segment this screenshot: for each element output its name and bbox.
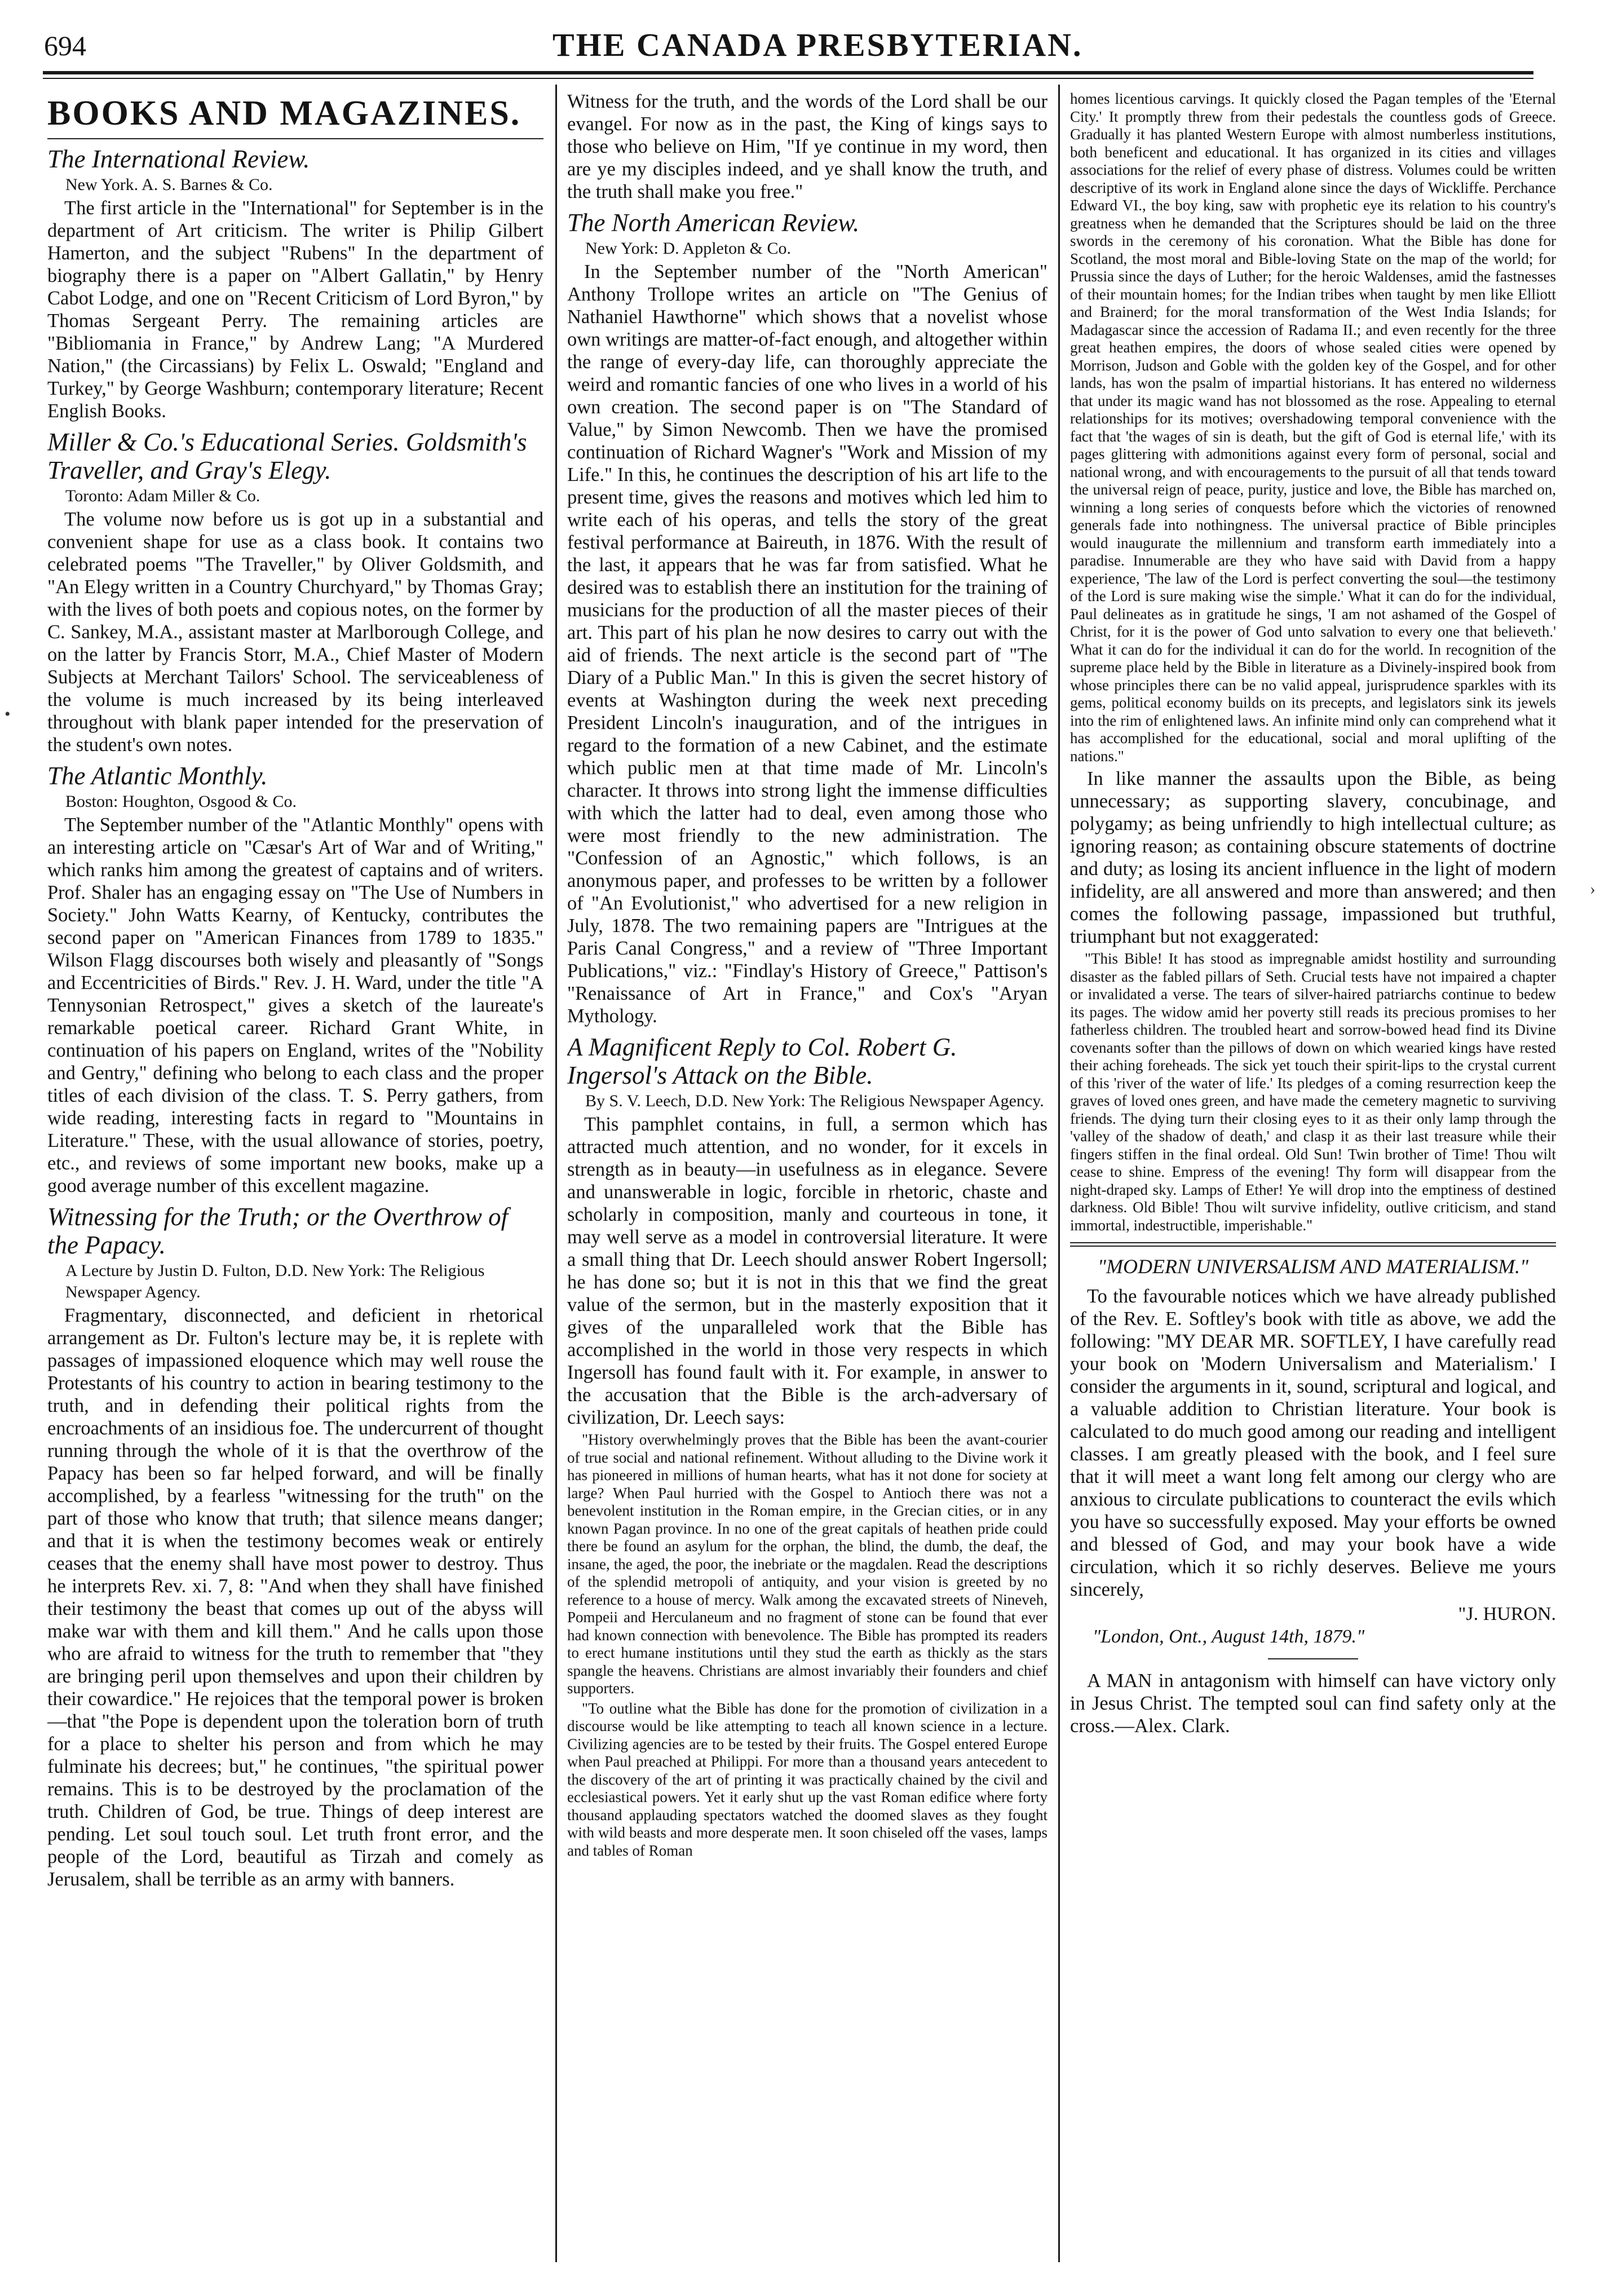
review-title: The North American Review. — [567, 209, 860, 237]
review-body: In the September number of the "North American" Anthony Trollope writes an article on "The Genius of Nathaniel Hawthorne" which shows that a novelist whose own writings are matter-of-fact enough, and altogether within the range of every-day life, can thoroughly appreciate the weird and romantic fancies of one who lives in a world of his own creation. The second paper is on "The Standard of Value," by Simon Newcomb. Then we have the promised continuation of Richard Wagner's "Work and Mission of my Life." In this, he continues the description of his art life to the present time, gives the reasons and motives which led him to write each of his operas, and tells the story of the great festival performance at Baireuth, in 1876. With the result of the last, it appears that he was far from satisfied. What he desired was to establish there an institution for the training of musicians for the production of all the master pieces of their art. This part of his plan he now desires to carry out with the aid of friends. The next article is the second part of "The Diary of a Public Man." In this is given the secret history of events at Washington during the week next preceding President Lincoln's inauguration, and of the intrigues in regard to the formation of a new Cabinet, and the estimate which public men at that time made of Mr. Lincoln's character. It throws into strong light the immense difficulties with which the latter had to deal, even among those who were most friendly to the new administration. The "Confession of an Agnostic," which follows, is an anonymous paper, and professes to be written by a follower of "An Evolutionist," who advertised for a new religion in July, 1878. The two remaining papers are "Intrigues at the Paris Canal Congress," and a review of "Three Important Publications," viz.: "Findlay's History of Greece," Pattison's "Renaissance of Art in France," and Cox's "Aryan Mythology. — [567, 261, 1047, 1027]
block-quote: "To outline what the Bible has done for the promotion of civilization in a discourse would be like attempting to teach all known science in a lecture. Civilizing agencies are to be tested by their fruits. The Gospel entered Europe when Paul preached at Philippi. For more than a thousand years antecedent to the discovery of the art of printing it was practically chained by the civil and ecclesiastical powers. Yet it early shut up the vast Roman edifice where forty thousand applauding spectators watched the doomed slaves as they fought with wild beasts and more desperate men. It soon chiseled off the vases, lamps and tables of Roman — [567, 1699, 1047, 1859]
review-imprint: Boston: Houghton, Osgood & Co. — [65, 792, 297, 811]
review-imprint: A Lecture by Justin D. Fulton, D.D. New York: The Religious Newspaper Agency. — [65, 1261, 485, 1301]
section-heading: BOOKS AND MAGAZINES. — [47, 94, 543, 139]
block-quote: "This Bible! It has stood as impregnable amidst hostility and surrounding disaster as the fabled pillars of Seth. Crucial tests have not impaired a chapter or invalidated a verse. The tears of silver-haired patriarchs continue to bedew its pages. The widow amid her poverty still reads its precious promises to her fatherless children. The troubled heart and sorrow-bowed head find its Divine covenants softer than the pillows of down on which wearied kings have rested their aching foreheads. The sick yet touch their spirit-lips to the crystal current of this 'river of the water of life.' Its pledges of a coming resurrection keep the graves of loved ones green, and have made the cemetery magnetic to surviving friends. The dying turn their closing eyes to it as their only lamp through the 'valley of the shadow of death,' and clasp it as their last treasure while their fingers stiffen in the final ordeal. Old Sun! Twin brother of Time! Thou wilt cease to shine. Empress of the evening! Thy form will disappear from the night-draped sky. Lamps of Ether! Ye will drop into the emptiness of destined darkness. Old Bible! Thou wilt survive infidelity, outlive criticism, and stand immortal, indestructible, imperishable." — [1070, 950, 1556, 1234]
running-head: THE CANADA PRESBYTERIAN. — [553, 27, 1083, 63]
review-body: The volume now before us is got up in a substantial and convenient shape for use as a class book. It contains two celebrated poems "The Traveller," by Oliver Goldsmith, and "An Elegy written in a Country Churchyard," by Thomas Gray; with the lives of both poets and copious notes, on the former by C. Sankey, M.A., assistant master at Marlborough College, and on the latter by Francis Storr, M.A., Chief Master of Modern Subjects at Merchant Tailors' School. The serviceableness of the volume is much increased by its being interleaved throughout with blank paper intended for the preservation of the student's own notes. — [47, 509, 543, 756]
review-imprint: New York. A. S. Barnes & Co. — [65, 175, 273, 194]
margin-mark: • — [5, 705, 11, 723]
review-body: This pamphlet contains, in full, a sermon which has attracted much attention, and no wonder, for it excels in strength as in beauty—in usefulness as in elegance. Severe and unanswerable in logic, forcible in rhetoric, chaste and scholarly in composition, manly and courteous in tone, it may well serve as a model in controversial literature. It were a small thing that Dr. Leech should answer Robert Ingersoll; he has done so; but it is not in this that we find the great value of the sermon, but in the masterly exposition that it gives of the unparalleled work that the Bible has accomplished in the world in those very respects in which Ingersoll has found fault with it. For example, in answer to the accusation that the Bible is the arch-adversary of civilization, Dr. Leech says: — [567, 1114, 1047, 1428]
article-divider — [1070, 1242, 1556, 1247]
article-title: "MODERN UNIVERSALISM AND MATERIALISM." — [1097, 1255, 1529, 1278]
review-title: The International Review. — [47, 145, 310, 173]
column-divider-1 — [555, 85, 557, 2262]
article-dateline: "London, Ont., August 14th, 1879." — [1093, 1626, 1365, 1647]
article-body: To the favourable notices which we have already published of the Rev. E. Softley's book with title as above, we add the following: "MY DEAR MR. SOFTLEY, I have carefully read your book on 'Modern Universalism and Materialism.' I consider the arguments in it, sound, scriptural and logical, and a valuable addition to Christian literature. Your book is calculated to do much good among our reading and intelligent classes. I am greatly pleased with the book, and I feel sure that it will meet a want long felt among our clergy who are anxious to circulate publications to counteract the evils which you have so successfully exposed. May your efforts be owned and blessed of God, and may your book have a wide circulation, which it so richly deserves. Believe me yours sincerely, — [1070, 1286, 1556, 1600]
block-quote: "History overwhelmingly proves that the Bible has been the avant-courier of true social and national refinement. Without alluding to the Divine work it has pioneered in millions of human hearts, what has it not done for society at large? When Paul hurried with the Gospel to Antioch there was not a benevolent institution in the Roman empire, in the Grecian cities, or in any known Pagan province. In no one of the great capitals of heathen pride could there be found an asylum for the orphan, the blind, the dumb, the deaf, the insane, the aged, the poor, the inebriate or the magdalen. Read the descriptions of the splendid metropoli of antiquity, and your vision is greeted by no reference to a house of mercy. Walk among the excavated streets of Nineveh, Pompeii and Herculaneum and no fragment of stone can be found that ever had known connection with benevolence. The Bible has prompted its readers to erect humane institutions until they stud the earth as thickly as the stars spangle the heavens. Christians are almost invariably their founders and chief supporters. — [567, 1431, 1047, 1697]
review-body: In like manner the assaults upon the Bible, as being unnecessary; as supporting slavery, concubinage, and polygamy; as being unfriendly to high intellectual culture; as ignoring reason; as containing obscure statements of doctrine and duty; as losing its ancient influence in the light of modern infidelity, are all answered and more than answered; and then comes the following passage, impassioned but truthful, triumphant but not exaggerated: — [1070, 768, 1556, 947]
review-title: Miller & Co.'s Educational Series. Goldsmith's Traveller, and Gray's Elegy. — [47, 428, 527, 484]
filler-paragraph: A MAN in antagonism with himself can have victory only in Jesus Christ. The tempted soul can find safety only at the cross.—Alex. Clark. — [1070, 1670, 1556, 1737]
short-rule — [1268, 1658, 1358, 1659]
header-rule-thin — [43, 78, 1533, 79]
column-divider-2 — [1058, 85, 1060, 2262]
review-title: The Atlantic Monthly. — [47, 762, 268, 790]
review-body: The September number of the "Atlantic Monthly" opens with an interesting article on "Cæsar's Art of War and of Writing," which ranks him among the greatest of captains and of writers. Prof. Shaler has an engaging essay on "The Use of Numbers in Society." John Watts Kearny, of Kentucky, contributes the second paper on "American Finances from 1789 to 1835." Wilson Flagg discourses both wisely and pleasantly of "Songs and Eccentricities of Birds." Rev. J. H. Ward, under the title "A Tennysonian Retrospect," gives a sketch of the laureate's remarkable poetical career. Richard Grant White, in continuation of his papers on England, writes of the "Nobility and Gentry," defining who belong to each class and the proper titles of each division of the class. T. S. Perry gathers, from wide reading, interesting facts in regard to "Mountains in Literature." These, with the usual allowance of stories, poetry, etc., and reviews of some important new books, make up a good average number of this excellent magazine. — [47, 814, 543, 1196]
column-3 — [1070, 90, 1556, 2251]
review-imprint: Toronto: Adam Miller & Co. — [65, 487, 260, 505]
page-number: 694 — [44, 30, 86, 61]
review-body: Fragmentary, disconnected, and deficient in rhetorical arrangement as Dr. Fulton's lecture may be, it is replete with passages of impassioned eloquence which may well rouse the Protestants of his country to action in bearing testimony to the truth, and in defending their political rights from the encroachments of an insidious foe. The undercurrent of thought running through the whole of it is that the overthrow of the Papacy has been so far helped forward, and will be finally accomplished, by a fearless "witnessing for the truth" on the part of those who know that truth; that silence means danger; and that it is when the testimony becomes weak or entirely ceases that the enemy shall have most power to destroy. Thus he interprets Rev. xi. 7, 8: "And when they shall have finished their testimony the beast that comes up out of the abyss will make war with them and kill them." And he calls upon those who are afraid to witness for the truth to remember that "they are bringing peril upon themselves and upon their children by their cowardice." He rejoices that the temporal power is broken—that "the Pope is dependent upon the toleration born of truth for a place to shelter his person and from which he may fulminate his decrees; but," he continues, "the spiritual power remains. This is to be destroyed by the proclamation of the truth. Children of God, be true. Things of deep interest are pending. Let soul touch soul. Let truth front error, and the people of the Lord, beautiful as Tirzah and comely as Jerusalem, shall be terrible as an army with banners. — [47, 1305, 543, 1890]
block-quote-continued: homes licentious carvings. It quickly closed the Pagan temples of the 'Eternal City.' It promptly threw from their pedestals the countless gods of Greece. Gradually it has planted Western Europe with almost numberless institutions, both beneficent and educational. It has organized in its cities and villages associations for the relief of every phase of distress. Volumes could be written descriptive of its work in England alone since the days of Wickliffe. Perchance Edward VI., the boy king, saw with prophetic eye its relation to his country's greatness when he demanded that the Scriptures should be laid on the three swords in the ceremony of his coronation. What the Bible has done for Scotland, the most moral and Bible-loving State on the map of the world; for Prussia since the days of Luther; for the heroic Waldenses, amid the fastnesses of their mountain homes; for the Indian tribes when taught by men like Elliott and Brainerd; for the moral transformation of the West India Islands; for Madagascar since the accession of Radama II.; and even recently for the three great heathen empires, the doors of whose sealed cities were opened by Morrison, Judson and Goble with the golden key of the Gospel, and for other lands, has won the psalm of impartial historians. It has entered no wilderness that under its magic wand has not blossomed as the rose. Appealing to eternal relationships for its motives; overshadowing temporal convenience with the fact that 'the wages of sin is death, but the gift of God is eternal life,' with its pages glittering with admonitions against every form of personal, social and national wrong, and with encouragements to the pursuit of all that tends toward the universal reign of peace, purity, justice and love, the Bible has marched on, winning a long series of conquests before which the victories of renowned generals fade into nothingness. The universal practice of Bible principles would inaugurate the millennium and transform earth immediately into a paradise. Innumerable are they who have said with David from a happy experience, 'The law of the Lord is perfect converting the soul—the testimony of the Lord is sure making wise the simple.' What it can do for the individual, Paul delineates as in gratitude he sings, 'I am not ashamed of the Gospel of Christ, for it is the power of God unto salvation to every one that believeth.' What it can do for the individual it can do for the world. In recognition of the supreme place held by the Bible in literature as a Divinely-inspired book from whose principles there can be no valid appeal, jurisprudence sparkles with its gems, political economy builds on its precepts, and legislators sink its jewels into the rim of enlightened laws. An infinite mind only can comprehend what it has accomplished for the educational, social and moral uplifting of the nations." — [1070, 90, 1556, 765]
column-1 — [47, 90, 543, 2251]
header-rule-thick — [43, 71, 1533, 74]
review-title: A Magnificent Reply to Col. Robert G. Ingersol's Attack on the Bible. — [567, 1033, 957, 1089]
column-2 — [567, 90, 1047, 2251]
review-title: Witnessing for the Truth; or the Overthrow of the Papacy. — [47, 1203, 509, 1259]
review-body: The first article in the "International" for September is in the department of Art criticism. The writer is Philip Gilbert Hamerton, and the subject "Rubens" In the department of biography there is a paper on "Albert Gallatin," by Henry Cabot Lodge, and one on "Recent Criticism of Lord Byron," by Thomas Sergeant Perry. The remaining articles are "Bibliomania in France," by Andrew Lang; "A Murdered Nation," (the Circassians) by Felix L. Oswald; "England and Turkey," by George Washburn; contemporary literature; Recent English Books. — [47, 197, 543, 422]
review-body-continued: Witness for the truth, and the words of the Lord shall be our evangel. For now as in the past, the King of kings says to those who believe on Him, "If ye continue in my word, then are ye my disciples indeed, and ye shall know the truth, and the truth shall make you free." — [567, 91, 1047, 202]
review-imprint: New York: D. Appleton & Co. — [585, 239, 792, 258]
margin-mark: › — [1590, 880, 1595, 898]
review-imprint: By S. V. Leech, D.D. New York: The Religious Newspaper Agency. — [585, 1092, 1044, 1110]
article-signature: "J. HURON. — [1458, 1604, 1556, 1624]
